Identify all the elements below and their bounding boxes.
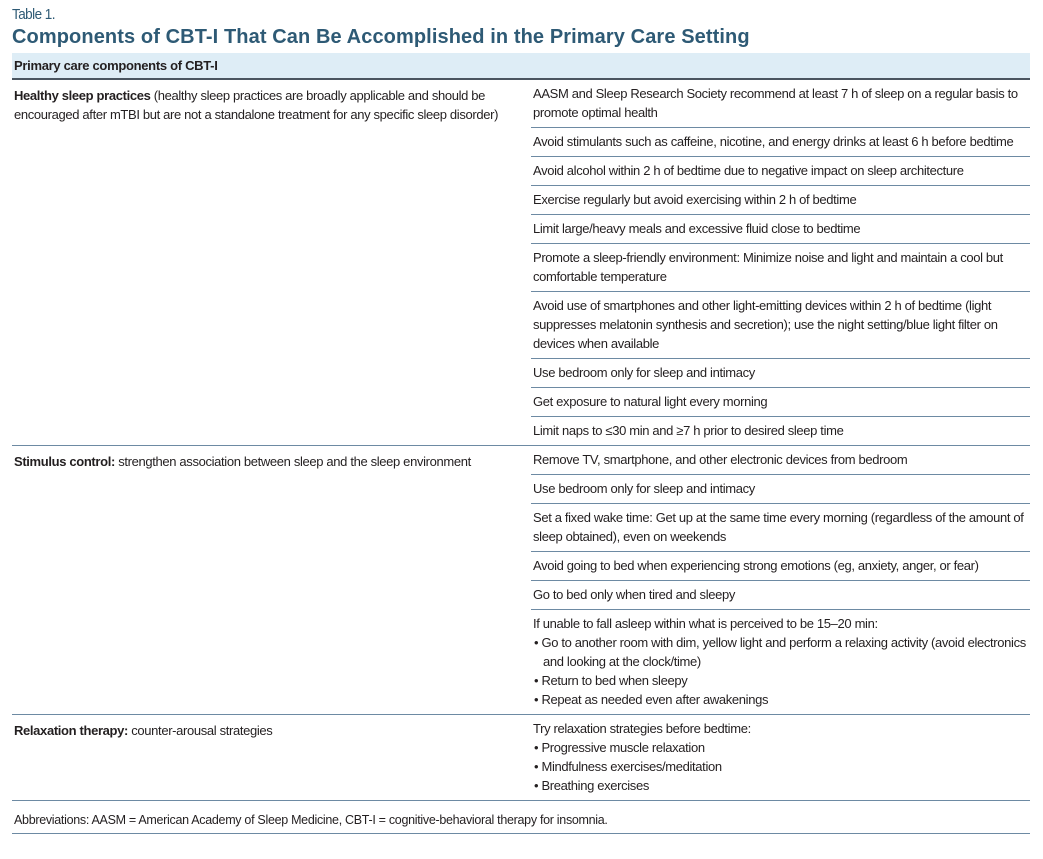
row-text: Remove TV, smartphone, and other electronic devices from bedroom [533, 452, 908, 467]
table-row [531, 359, 1030, 388]
bullet-item: • Progressive muscle relaxation [533, 738, 1030, 757]
table-row [531, 504, 1030, 552]
table-row [531, 292, 1030, 359]
bullet-item: • Breathing exercises [533, 776, 1030, 795]
row-text: Avoid use of smartphones and other light-emitting devices within 2 h of bedtime (light suppresses melatonin synthesis and secretion); use the night setting/blue light filter on devices when available [533, 298, 998, 351]
row-text: Limit naps to ≤30 min and ≥7 h prior to desired sleep time [533, 423, 844, 438]
table-row [531, 581, 1030, 610]
practices-column [531, 80, 1030, 445]
row-text: Exercise regularly but avoid exercising within 2 h of bedtime [533, 192, 857, 207]
table-body [12, 80, 1030, 801]
table-label: Table 1. [12, 6, 55, 23]
table-row [531, 128, 1030, 157]
row-text: Avoid stimulants such as caffeine, nicotine, and energy drinks at least 6 h before bedtime [533, 134, 1014, 149]
table-group [12, 446, 1030, 715]
footnote: Abbreviations: AASM = American Academy of Sleep Medicine, CBT-I = cognitive-behavioral therapy for insomnia. [12, 801, 1030, 834]
row-text: Limit large/heavy meals and excessive fluid close to bedtime [533, 221, 861, 236]
table-row [531, 417, 1030, 445]
row-text: Get exposure to natural light every morning [533, 394, 768, 409]
component-description: strengthen association between sleep and the sleep environment [114, 454, 471, 469]
row-text: Use bedroom only for sleep and intimacy [533, 481, 755, 496]
table-row [531, 552, 1030, 581]
table-figure [12, 6, 1030, 834]
component-name: Stimulus control: [14, 454, 115, 469]
table-row [531, 446, 1030, 475]
row-text: Avoid alcohol within 2 h of bedtime due to negative impact on sleep architecture [533, 163, 964, 178]
table-row [531, 610, 1030, 714]
row-text: Promote a sleep-friendly environment: Minimize noise and light and maintain a cool but comfortable temperature [533, 250, 1003, 284]
table-row [531, 157, 1030, 186]
table-group [12, 715, 1030, 801]
table-row [531, 215, 1030, 244]
row-text: Try relaxation strategies before bedtime: [533, 721, 751, 736]
row-text: Avoid going to bed when experiencing strong emotions (eg, anxiety, anger, or fear) [533, 558, 979, 573]
practices-column [531, 446, 1030, 714]
practices-column [531, 715, 1030, 800]
component-name: Relaxation therapy: [14, 723, 128, 738]
component-description: (healthy sleep practices are broadly applicable and should be encouraged after mTBI but are not a standalone treatment for any specific sleep disorder) [14, 88, 499, 122]
row-text: If unable to fall asleep within what is perceived to be 15–20 min: [533, 616, 878, 631]
row-text: Go to bed only when tired and sleepy [533, 587, 736, 602]
row-text: AASM and Sleep Research Society recommend at least 7 h of sleep on a regular basis to promote optimal health [533, 86, 1018, 120]
table-row [531, 475, 1030, 504]
bullet-list [533, 738, 1030, 795]
bullet-list [533, 633, 1030, 709]
bullet-item: • Mindfulness exercises/meditation [533, 757, 1030, 776]
table-row [531, 388, 1030, 417]
component-cell [12, 715, 513, 800]
table-header: Primary care components of CBT-I [12, 53, 1030, 80]
table-row [531, 715, 1030, 800]
component-name: Healthy sleep practices [14, 88, 151, 103]
component-cell [12, 446, 513, 714]
table-group [12, 80, 1030, 446]
component-description: counter-arousal strategies [128, 723, 273, 738]
bullet-item: • Go to another room with dim, yellow light and perform a relaxing activity (avoid electronics and looking at the clock/time) [533, 633, 1030, 671]
table-title: Components of CBT-I That Can Be Accomplished in the Primary Care Setting [12, 26, 750, 48]
component-cell [12, 80, 513, 445]
row-text: Set a fixed wake time: Get up at the same time every morning (regardless of the amount of sleep obtained), even on weekends [533, 510, 1024, 544]
table-row [531, 80, 1030, 128]
table-row [531, 186, 1030, 215]
bullet-item: • Repeat as needed even after awakenings [533, 690, 1030, 709]
bullet-item: • Return to bed when sleepy [533, 671, 1030, 690]
table-row [531, 244, 1030, 292]
row-text: Use bedroom only for sleep and intimacy [533, 365, 755, 380]
